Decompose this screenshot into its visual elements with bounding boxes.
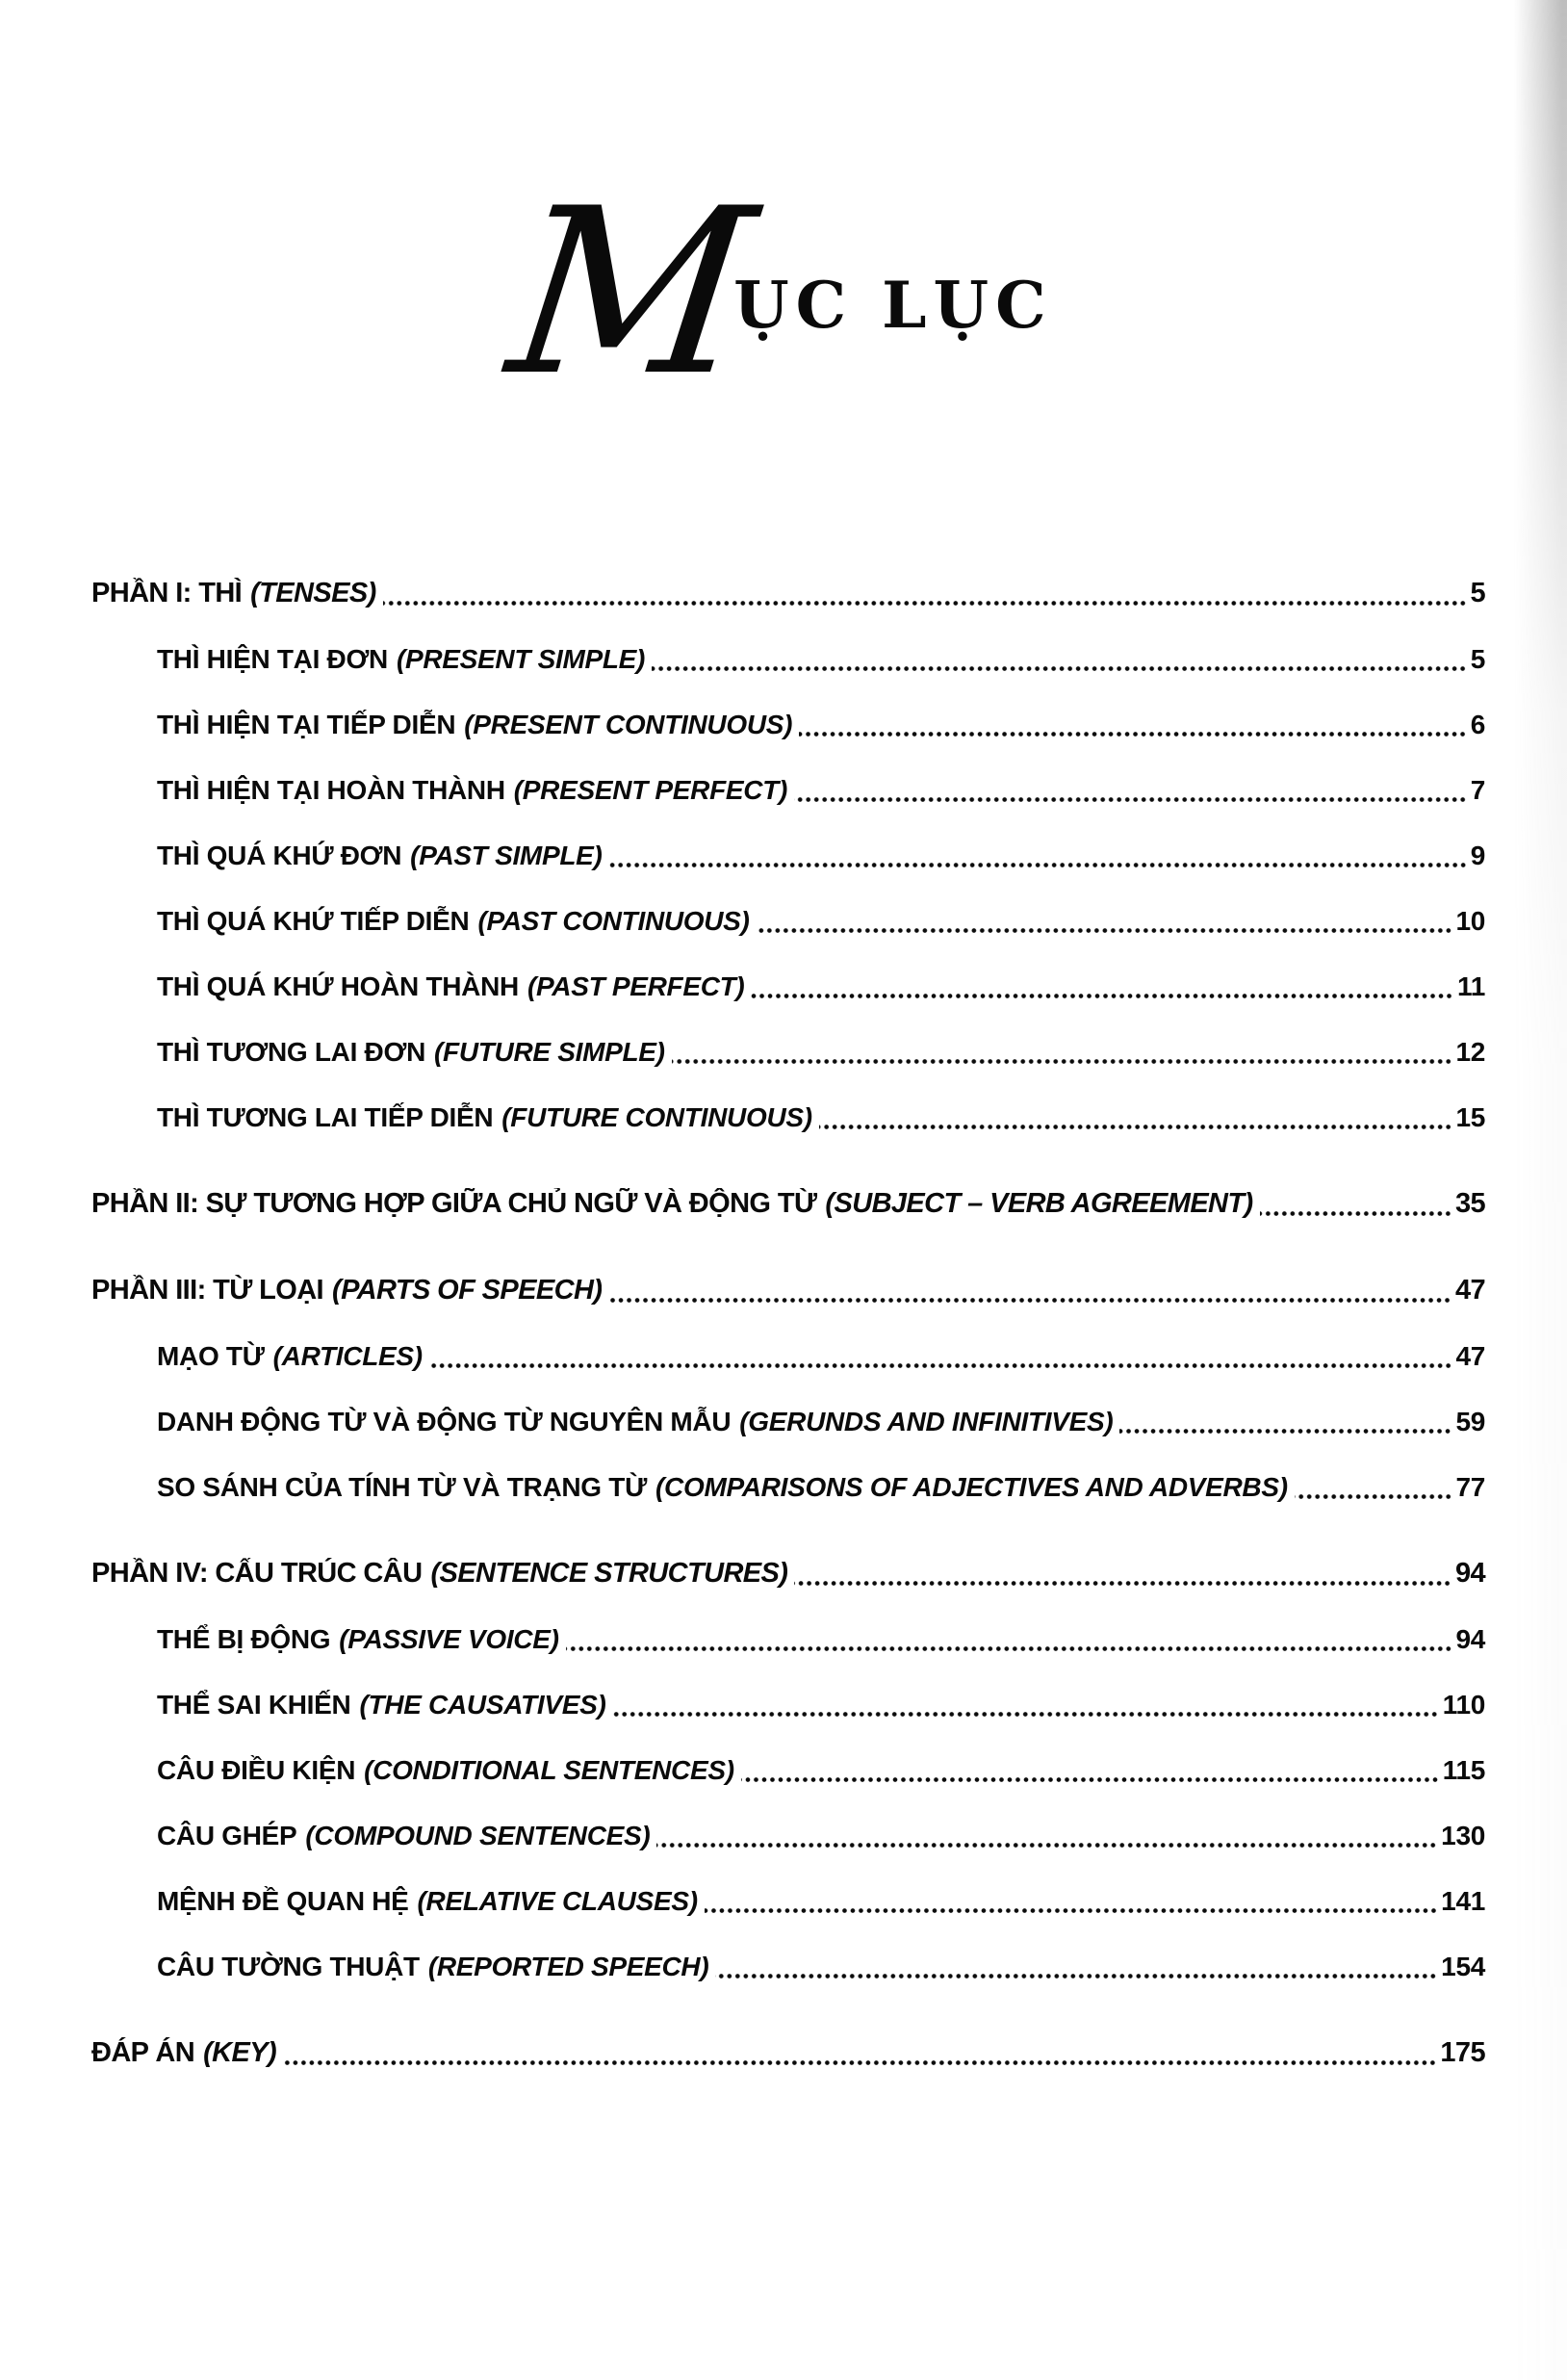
toc-entry-vietnamese: MẠO TỪ — [157, 1341, 265, 1371]
dot-leader — [609, 862, 1468, 868]
toc-entry-label — [91, 578, 376, 609]
dot-leader — [283, 2059, 1437, 2066]
toc-entry-label — [91, 1275, 602, 1306]
toc-entry-english: (CONDITIONAL SENTENCES) — [364, 1755, 734, 1785]
toc-page-number: 94 — [1454, 1558, 1485, 1589]
toc-entry-english: (SUBJECT – VERB AGREEMENT) — [825, 1188, 1253, 1219]
toc-entry-vietnamese: PHẦN II: SỰ TƯƠNG HỢP GIỮA CHỦ NGỮ VÀ ĐỘNG TỪ — [91, 1188, 817, 1219]
toc-entry-label — [91, 1821, 650, 1851]
toc-entry-label — [91, 1037, 665, 1068]
toc-entry-label — [91, 1755, 734, 1786]
toc-page-number: 7 — [1470, 775, 1485, 805]
toc-entry-vietnamese: THÌ QUÁ KHỨ TIẾP DIỄN — [157, 906, 470, 936]
toc-entry-vietnamese: THÌ QUÁ KHỨ ĐƠN — [157, 841, 402, 870]
toc-row — [91, 1590, 1485, 1655]
toc-page-number: 130 — [1441, 1821, 1485, 1850]
toc-row — [91, 2004, 1485, 2069]
toc-entry-english: (PAST CONTINUOUS) — [477, 906, 750, 936]
toc-entry-label — [91, 971, 744, 1002]
toc-row — [91, 1306, 1485, 1372]
toc-entry-english: (GERUNDS AND INFINITIVES) — [739, 1407, 1114, 1436]
dot-leader — [1295, 1493, 1453, 1500]
dot-leader — [819, 1124, 1453, 1130]
toc-entry-label — [91, 1102, 812, 1133]
toc-row — [91, 675, 1485, 740]
dot-leader — [741, 1776, 1440, 1783]
toc-page-number: 12 — [1455, 1037, 1485, 1067]
toc-entry-label — [91, 644, 645, 675]
title-decorative-initial: M — [498, 160, 766, 427]
toc-entry-english: (PASSIVE VOICE) — [339, 1624, 559, 1654]
dot-leader — [656, 1842, 1438, 1849]
toc-page-number: 5 — [1470, 578, 1485, 608]
toc-entry-vietnamese: CÂU GHÉP — [157, 1821, 297, 1850]
toc-row — [91, 806, 1485, 871]
toc-entry-vietnamese: DANH ĐỘNG TỪ VÀ ĐỘNG TỪ NGUYÊN MẪU — [157, 1407, 732, 1436]
toc-page-number: 154 — [1441, 1952, 1485, 1981]
dot-leader — [429, 1362, 1453, 1369]
toc-row — [91, 1720, 1485, 1786]
toc-page-number: 35 — [1454, 1188, 1485, 1219]
toc-entry-english: (TENSES) — [250, 578, 376, 608]
toc-entry-english: (FUTURE SIMPLE) — [434, 1037, 665, 1067]
toc-entry-label — [91, 1690, 605, 1720]
toc-row — [91, 1655, 1485, 1720]
toc-page-number: 115 — [1442, 1755, 1485, 1785]
toc-entry-vietnamese: PHẦN I: THÌ — [91, 578, 243, 608]
toc-page-number: 9 — [1470, 841, 1485, 870]
toc-entry-english: (PRESENT SIMPLE) — [396, 644, 646, 674]
toc-entry-english: (RELATIVE CLAUSES) — [417, 1886, 698, 1916]
toc-entry-english: (FUTURE CONTINUOUS) — [501, 1102, 812, 1132]
toc-entry-label — [91, 841, 603, 871]
toc-entry-english: (PAST PERFECT) — [527, 971, 745, 1001]
toc-row — [91, 1241, 1485, 1306]
toc-entry-vietnamese: THÌ HIỆN TẠI HOÀN THÀNH — [157, 775, 505, 805]
toc-entry-vietnamese: THÌ HIỆN TẠI TIẾP DIỄN — [157, 710, 456, 739]
toc-entry-vietnamese: THÌ QUÁ KHỨ HOÀN THÀNH — [157, 971, 519, 1001]
dot-leader — [608, 1297, 1452, 1304]
toc-page-number: 47 — [1455, 1341, 1485, 1371]
dot-leader — [612, 1711, 1439, 1718]
toc-entry-label — [91, 906, 750, 937]
toc-page-number: 175 — [1440, 2037, 1485, 2068]
toc-entry-english: (THE CAUSATIVES) — [359, 1690, 606, 1720]
toc-row — [91, 1786, 1485, 1851]
toc-entry-vietnamese: THÌ TƯƠNG LAI TIẾP DIỄN — [157, 1102, 494, 1132]
toc-entry-label — [91, 2037, 276, 2069]
toc-page-number: 141 — [1441, 1886, 1485, 1916]
toc-entry-english: (PRESENT CONTINUOUS) — [464, 710, 793, 739]
toc-row — [91, 1372, 1485, 1437]
toc-entry-vietnamese: THỂ SAI KHIẾN — [157, 1690, 351, 1720]
toc-page-number: 6 — [1470, 710, 1485, 739]
toc-page-number: 94 — [1455, 1624, 1485, 1654]
toc-entry-label — [91, 1624, 559, 1655]
dot-leader — [715, 1973, 1438, 1979]
toc-entry-english: (COMPARISONS OF ADJECTIVES AND ADVERBS) — [655, 1472, 1288, 1502]
toc-entry-label — [91, 1952, 708, 1982]
toc-entry-label — [91, 1341, 423, 1372]
dot-leader — [794, 796, 1468, 803]
toc-page-number: 10 — [1455, 906, 1485, 936]
toc-row — [91, 1437, 1485, 1503]
toc-page-number: 59 — [1455, 1407, 1485, 1436]
toc-entry-vietnamese: THÌ TƯƠNG LAI ĐƠN — [157, 1037, 425, 1067]
dot-leader — [672, 1058, 1453, 1065]
dot-leader — [751, 993, 1454, 999]
toc-page-number: 77 — [1455, 1472, 1485, 1502]
dot-leader — [799, 731, 1468, 737]
dot-leader — [1119, 1428, 1452, 1435]
table-of-contents — [91, 544, 1485, 2069]
page-title — [0, 0, 1567, 427]
toc-entry-label — [91, 775, 787, 806]
toc-entry-vietnamese: CÂU ĐIỀU KIỆN — [157, 1755, 356, 1785]
toc-row — [91, 1917, 1485, 1982]
toc-row — [91, 871, 1485, 937]
toc-row — [91, 1068, 1485, 1133]
toc-row — [91, 609, 1485, 675]
toc-entry-english: (PAST SIMPLE) — [410, 841, 603, 870]
toc-row — [91, 1002, 1485, 1068]
toc-entry-vietnamese: SO SÁNH CỦA TÍNH TỪ VÀ TRẠNG TỪ — [157, 1472, 648, 1502]
dot-leader — [1260, 1210, 1452, 1217]
toc-entry-vietnamese: PHẦN III: TỪ LOẠI — [91, 1275, 324, 1306]
toc-row — [91, 1524, 1485, 1590]
toc-row — [91, 544, 1485, 609]
toc-page-number: 5 — [1470, 644, 1485, 674]
title-text: ỤC LỤC — [733, 268, 1053, 344]
toc-page-number: 11 — [1457, 971, 1485, 1001]
scan-edge-shadow — [1514, 0, 1567, 2380]
toc-entry-label — [91, 1886, 698, 1917]
toc-entry-label — [91, 1407, 1113, 1437]
dot-leader — [757, 927, 1453, 934]
dot-leader — [794, 1580, 1452, 1587]
toc-page-number: 47 — [1454, 1275, 1485, 1306]
toc-row — [91, 937, 1485, 1002]
toc-entry-vietnamese: PHẦN IV: CẤU TRÚC CÂU — [91, 1558, 423, 1589]
toc-entry-vietnamese: THÌ HIỆN TẠI ĐƠN — [157, 644, 388, 674]
page-title-inner — [498, 160, 1053, 427]
dot-leader — [705, 1907, 1438, 1914]
toc-entry-english: (COMPOUND SENTENCES) — [305, 1821, 651, 1850]
dot-leader — [383, 600, 1468, 607]
toc-entry-english: (SENTENCE STRUCTURES) — [430, 1558, 788, 1589]
toc-entry-vietnamese: THỂ BỊ ĐỘNG — [157, 1624, 331, 1654]
toc-entry-label — [91, 1188, 1253, 1220]
toc-entry-vietnamese: CÂU TƯỜNG THUẬT — [157, 1952, 420, 1981]
toc-entry-label — [91, 710, 792, 740]
toc-row — [91, 740, 1485, 806]
toc-entry-english: (ARTICLES) — [272, 1341, 423, 1371]
toc-page-number: 110 — [1442, 1690, 1485, 1720]
toc-entry-english: (REPORTED SPEECH) — [427, 1952, 709, 1981]
toc-entry-english: (PRESENT PERFECT) — [513, 775, 788, 805]
toc-entry-english: (KEY) — [203, 2037, 277, 2068]
dot-leader — [566, 1645, 1453, 1652]
toc-row — [91, 1154, 1485, 1220]
toc-row — [91, 1851, 1485, 1917]
toc-entry-label — [91, 1472, 1288, 1503]
dot-leader — [652, 665, 1468, 672]
toc-entry-vietnamese: ĐÁP ÁN — [91, 2037, 195, 2068]
toc-entry-label — [91, 1558, 787, 1590]
toc-page-number: 15 — [1455, 1102, 1485, 1132]
toc-entry-vietnamese: MỆNH ĐỀ QUAN HỆ — [157, 1886, 409, 1916]
toc-entry-english: (PARTS OF SPEECH) — [332, 1275, 603, 1306]
